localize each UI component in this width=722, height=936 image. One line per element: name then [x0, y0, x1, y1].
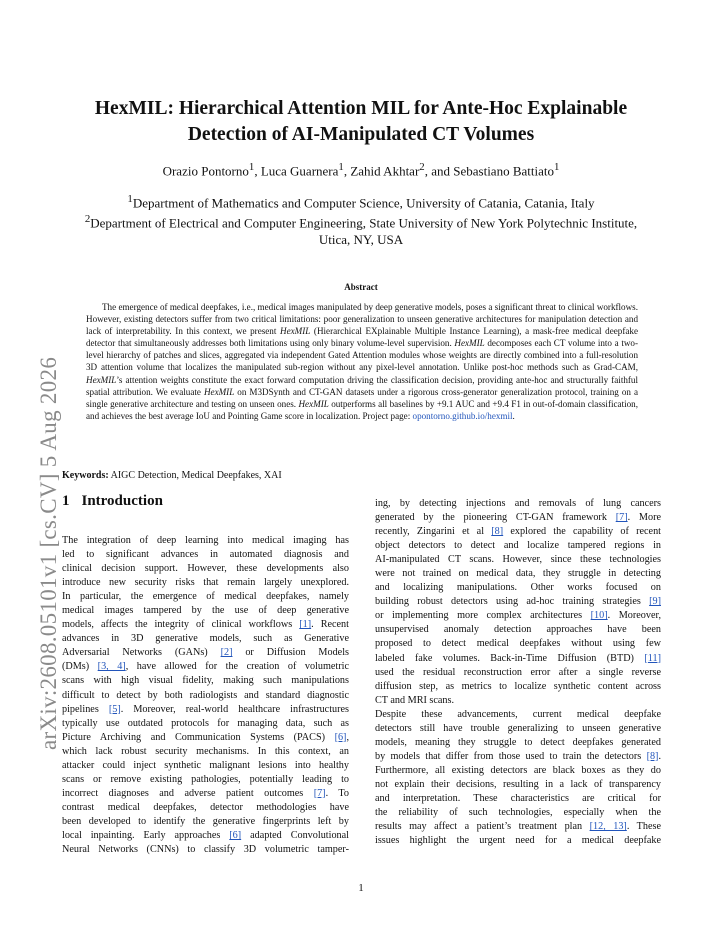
abstract-text: ’s attention weights constitute the exact forward computation driving the classification decision, providing ante-hoc and structurally faithful spatial attribution. We evaluate — [86, 374, 638, 397]
text-line: which lack robust security mechanisms. In this context, an — [62, 745, 349, 757]
keywords — [62, 470, 282, 481]
text-line: issues highlight the urgent need for a medical deepfake — [375, 835, 661, 847]
text-line: not explain their decisions, resulting in a lack of transparency — [375, 778, 661, 790]
project-page-link[interactable]: opontorno.github.io/hexmil — [412, 410, 513, 421]
citation-link[interactable]: [3, 4] — [97, 661, 126, 673]
text-line: AI-manipulated CT scans. However, since these technologies — [375, 554, 661, 566]
citation-link[interactable]: [10] — [590, 610, 608, 622]
text-line: (DMs) [3, 4], have allowed for the creation of volumetric — [62, 661, 349, 673]
text-line: labeled fake volumes. Back-in-Time Diffusion (BTD) [11] — [375, 652, 661, 664]
affil-mark-2: 2 — [84, 213, 91, 226]
text-line: led to significant advances in automated diagnosis and — [62, 549, 349, 561]
affiliation-1 — [40, 191, 682, 211]
citation-link[interactable]: [1] — [299, 619, 312, 631]
intro-column-left — [62, 534, 349, 857]
text-line: by models that differ from those used to train the detectors [8]. — [375, 750, 661, 762]
author-4-affil-mark: 1 — [553, 161, 560, 173]
text-line: CT and MRI scans. — [375, 694, 455, 706]
section-heading-introduction — [62, 493, 163, 510]
text-line: the reliability of such technologies, especially when the — [375, 807, 661, 819]
text-line: recently, Zingarini et al [8] explored the capability of recent — [375, 526, 662, 538]
abstract-text: on M3DSynth and CT-GAN datasets under a rigorous cross-generator generalization protocol, training on a single generative architecture and testing on unseen ones. — [86, 386, 638, 409]
text-line: detectors still have trouble generalizing to unseen generative — [375, 722, 661, 734]
affil-mark-1: 1 — [127, 193, 133, 205]
author-separator: , — [343, 163, 351, 179]
affiliation-2-cont: Utica, NY, USA — [318, 231, 404, 247]
text-line: scans with high visual fidelity, making such manipulations — [62, 675, 349, 687]
text-line: The integration of deep learning into medical imaging has — [62, 535, 349, 546]
author-separator: , and — [424, 163, 454, 179]
affiliation-2 — [40, 211, 682, 231]
method-name: HexMIL — [203, 386, 235, 397]
text-line: Despite these advancements, current medical deepfake — [375, 708, 661, 720]
text-line: typically use outdated protocols for managing data, such as — [62, 717, 349, 729]
author-3: Zahid Akhtar — [350, 163, 420, 179]
keywords-list: AIGC Detection, Medical Deepfakes, XAI — [110, 470, 282, 481]
affiliation-1-text: Department of Mathematics and Computer Science, University of Catania, Catania, Italy — [132, 195, 595, 211]
method-name: HexMIL — [298, 398, 329, 409]
citation-link[interactable]: [7] — [615, 512, 628, 524]
text-line: been developed to identify the generative fingerprints left by — [62, 815, 349, 827]
intro-column-right — [375, 497, 661, 848]
abstract-text: outperforms all baselines by +9.1 AUC and +9.4 F1 in out-of-domain classification, and achieves the best average IoU and Pointing Game score in localization. Project page: — [86, 398, 638, 421]
text-line: and interpretation. These characteristics are critical for — [375, 792, 661, 804]
text-line: In particular, the emergence of medical deepfakes, namely — [62, 591, 349, 603]
citation-link[interactable]: [7] — [313, 787, 326, 799]
author-separator: , — [254, 163, 261, 179]
author-2-affil-mark: 1 — [338, 161, 344, 173]
citation-link[interactable]: [6] — [334, 731, 347, 743]
title-line-2: Detection of AI-Manipulated CT Volumes — [187, 124, 535, 145]
section-title: Introduction — [81, 493, 163, 509]
text-line: Furthermore, all existing detectors are black boxes as they do — [375, 764, 661, 776]
text-line: Picture Archiving and Communication Systems (PACS) [6], — [62, 731, 349, 743]
paper-title — [40, 96, 682, 148]
text-line: or implementing more complex architectures [10]. Moreover, — [375, 610, 661, 622]
method-name: HexMIL — [454, 338, 485, 349]
abstract-heading: Abstract — [344, 282, 378, 292]
text-line: Adversarial Networks (GANs) [2] or Diffusion Models — [62, 647, 349, 659]
text-line: generated by the pioneering CT-GAN framework [7]. More — [375, 512, 661, 524]
text-line: object detectors to detect and localize tampered regions in — [375, 540, 661, 552]
citation-link[interactable]: [11] — [644, 652, 661, 664]
keywords-label: Keywords: — [62, 470, 109, 481]
author-1-affil-mark: 1 — [248, 161, 255, 173]
citation-link[interactable]: [9] — [649, 596, 661, 608]
text-line: incorrect diagnoses and adverse patient outcomes [7]. To — [62, 787, 349, 799]
arxiv-identifier: arXiv:2608.05101v1 [cs.CV] 5 Aug 2026 — [36, 356, 61, 750]
text-line: attacker could inject synthetic malignant lesions into healthy — [62, 759, 349, 771]
text-line: models, affects the integrity of clinical workflows [1]. Recent — [62, 619, 349, 631]
text-line: building robust detectors using ad-hoc training strategies [9] — [375, 596, 661, 608]
text-line: pipelines [5]. Moreover, real-world healthcare infrastructures — [62, 703, 350, 715]
abstract-text: (Hierarchical EXplainable Multiple Instance Learning), a mask-free medical deepfake detector that simultaneously addresses both limitations using only binary volume-level supervision. — [86, 326, 638, 349]
text-line: proposed to detect medical deepfakes without using few — [375, 638, 661, 650]
author-list — [40, 161, 682, 179]
author-2: Luca Guarnera — [260, 163, 339, 179]
citation-link[interactable]: [5] — [108, 703, 121, 715]
text-line: were not trained on medical data, they struggle in detecting — [375, 568, 661, 580]
citation-link[interactable]: [12, 13] — [589, 821, 627, 833]
text-line: clinical decision support. However, these developments also — [62, 563, 349, 575]
abstract-body — [86, 301, 638, 422]
text-line: diffusion step, as metrics to localize synthetic content across — [375, 680, 661, 692]
text-line: models, meaning they struggle to detect deepfakes generated — [375, 736, 661, 748]
text-line: unsupervised anomaly detection approaches have been — [375, 624, 661, 636]
text-line: results may affect a patient’s treatment plan [12, 13]. These — [375, 821, 661, 833]
method-name: HexMIL — [280, 326, 311, 337]
abstract-text: The emergence of medical deepfakes, i.e., medical images manipulated by deep generative models, poses a significant threat to clinical workflows. However, existing detectors suffer from two critical limitations: poor generalization to unseen generative architectures for manipulation detection and lack of interpretability. In this context, we present — [86, 302, 638, 337]
affiliation-2-text: Department of Electrical and Computer Engineering, State University of New York Polytechnic Institute, — [90, 215, 638, 231]
abstract-text: decomposes each CT volume into a two-level hierarchy of patches and slices, aggregated via independent Gated Attention modules whose weights are directly combined into a full-resolution 3D attention volume that localizes the manipulated sub-region without any pixel-level annotation. Unlike post-hoc methods such as Grad-CAM, — [86, 338, 638, 373]
author-3-affil-mark: 2 — [419, 161, 425, 173]
text-line: and localizing manipulations. Other works focused on — [375, 582, 661, 594]
affiliations — [40, 191, 682, 248]
text-line: used the residual reconstruction error after a single reverse — [375, 666, 661, 678]
text-line: medical images tampered by the use of deep generative — [62, 605, 349, 617]
text-line: local inpainting. Early approaches [6] adapted Convolutional — [62, 829, 349, 841]
text-line: contrast medical deepfakes, detector methodologies have — [62, 801, 349, 813]
text-line: Neural Networks (CNNs) to classify 3D volumetric tamper- — [62, 844, 349, 856]
text-line: scans or remove existing pathologies, potentially leading to — [62, 773, 349, 785]
text-line: advances in 3D generative models, such as Generative — [62, 633, 349, 645]
text-line: difficult to detect by both radiologists and standard diagnostic — [62, 689, 349, 701]
text-line: introduce new security risks that remain largely unexplored. — [62, 577, 349, 589]
method-name: HexMIL — [86, 374, 117, 385]
abstract-end: . — [512, 410, 515, 421]
citation-link[interactable]: [8] — [646, 750, 659, 762]
citation-link[interactable]: [2] — [220, 647, 233, 659]
text-line: ing, by detecting injections and removals of lung cancers — [375, 498, 661, 509]
author-4: Sebastiano Battiato — [453, 163, 554, 179]
author-1: Orazio Pontorno — [162, 163, 249, 179]
title-line-1: HexMIL: Hierarchical Attention MIL for Ante-Hoc Explainable — [94, 98, 628, 119]
citation-link[interactable]: [8] — [491, 526, 504, 538]
citation-link[interactable]: [6] — [229, 829, 242, 841]
section-number: 1 — [62, 493, 70, 509]
page-number: 1 — [358, 882, 364, 894]
